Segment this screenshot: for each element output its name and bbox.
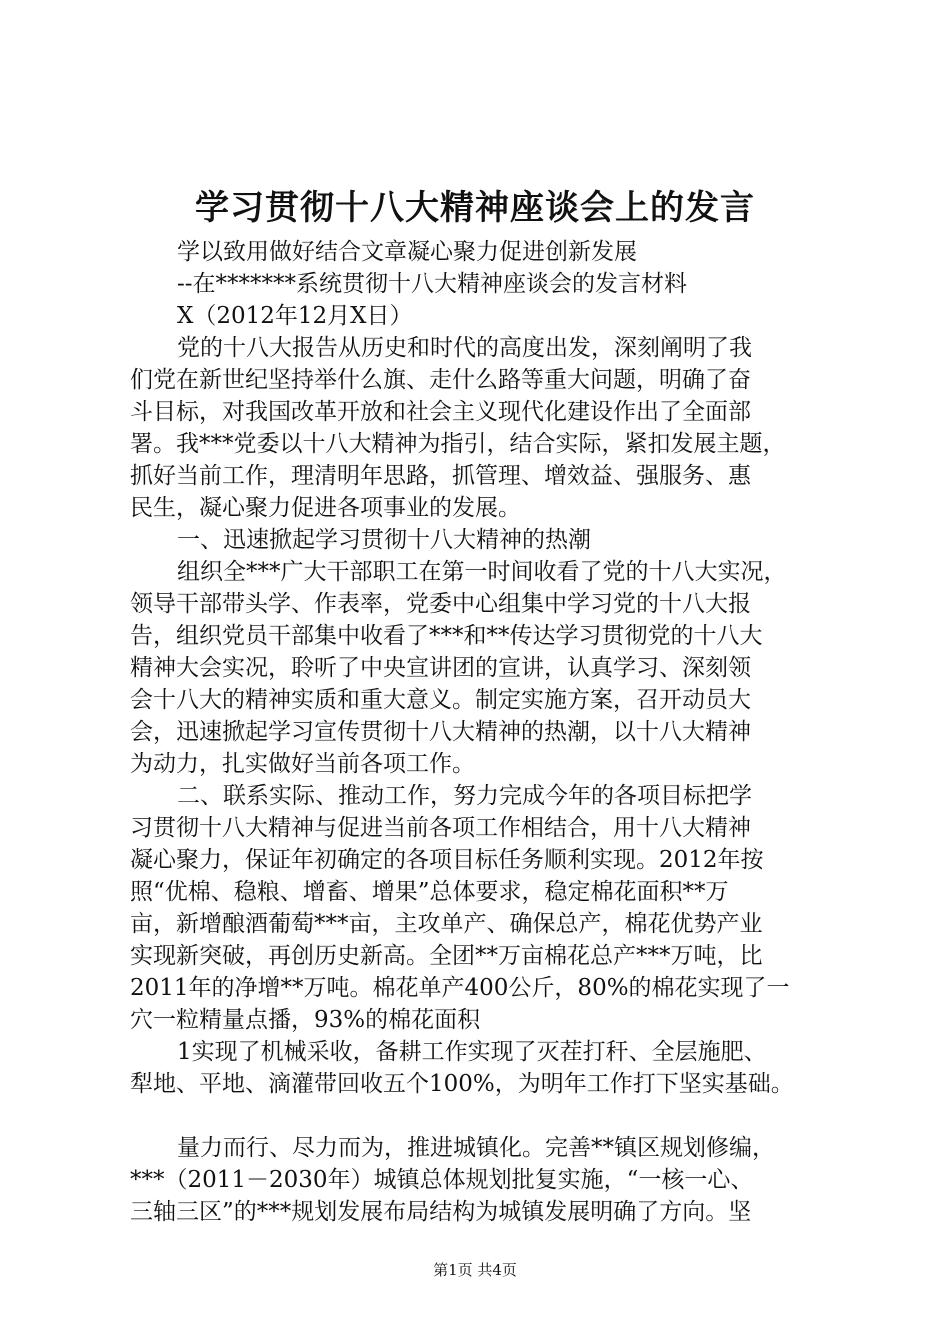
paragraph-line: 穴一粒精量点播，93%的棉花面积 — [130, 1007, 481, 1033]
paragraph-line: 民生，凝心聚力促进各项事业的发展。 — [130, 495, 521, 521]
paragraph-line: 斗目标，对我国改革开放和社会主义现代化建设作出了全面部 — [130, 399, 751, 425]
document-title: 学习贯彻十八大精神座谈会上的发言 — [195, 188, 755, 228]
paragraph-line: 三轴三区”的***规划发展布局结构为城镇发展明确了方向。坚 — [130, 1199, 752, 1225]
paragraph-line: 会，迅速掀起学习宣传贯彻十八大精神的热潮，以十八大精神 — [130, 719, 751, 745]
date-line: X（2012年12月X日） — [177, 303, 413, 329]
section-heading: 一、迅速掀起学习贯彻十八大精神的热潮 — [177, 527, 591, 553]
paragraph-line: 组织全***广大干部职工在第一时间收看了党的十八大实况， — [177, 559, 787, 585]
paragraph-line: 为动力，扎实做好当前各项工作。 — [130, 751, 475, 777]
paragraph-line: 1实现了机械采收，备耕工作实现了灭茬打秆、全层施肥、 — [177, 1039, 767, 1065]
paragraph-line: 亩，新增酿酒葡萄***亩，主攻单产、确保总产，棉花优势产业 — [130, 911, 763, 937]
document-body — [130, 236, 830, 1228]
page-number-footer: 第1页 共4页 — [433, 1261, 517, 1279]
subtitle-line: --在*******系统贯彻十八大精神座谈会的发言材料 — [177, 271, 688, 297]
paragraph-line: 署。我***党委以十八大精神为指引，结合实际，紧扣发展主题， — [130, 431, 786, 457]
paragraph-line: 抓好当前工作，理清明年思路，抓管理、增效益、强服务、惠 — [130, 463, 751, 489]
paragraph-line: ***（2011－2030年）城镇总体规划批复实施，“一核一心、 — [130, 1167, 754, 1193]
paragraph-line: 们党在新世纪坚持举什么旗、走什么路等重大问题，明确了奋 — [130, 367, 751, 393]
paragraph-line: 犁地、平地、滴灌带回收五个100%，为明年工作打下坚实基础。 — [130, 1071, 794, 1097]
paragraph-line: 领导干部带头学、作表率，党委中心组集中学习党的十八大报 — [130, 591, 751, 617]
paragraph-line: 精神大会实况，聆听了中央宣讲团的宣讲，认真学习、深刻领 — [130, 655, 751, 681]
paragraph-line: 告，组织党员干部集中收看了***和**传达学习贯彻党的十八大 — [130, 623, 763, 649]
paragraph-line: 凝心聚力，保证年初确定的各项目标任务顺利实现。2012年按 — [130, 847, 764, 873]
paragraph-gap — [130, 1100, 830, 1132]
paragraph-line: 2011年的净增**万吨。棉花单产400公斤，80%的棉花实现了一 — [130, 975, 790, 1001]
paragraph-line: 党的十八大报告从历史和时代的高度出发，深刻阐明了我 — [177, 335, 752, 361]
paragraph-line: 会十八大的精神实质和重大意义。制定实施方案，召开动员大 — [130, 687, 751, 713]
paragraph-line: 习贯彻十八大精神与促进当前各项工作相结合，用十八大精神 — [130, 815, 751, 841]
paragraph-line: 实现新突破，再创历史新高。全团**万亩棉花总产***万吨，比 — [130, 943, 763, 969]
paragraph-line: 量力而行、尽力而为，推进城镇化。完善**镇区规划修编， — [177, 1135, 775, 1161]
paragraph-line: 照“优棉、稳粮、增畜、增果”总体要求，稳定棉花面积**万 — [130, 879, 729, 905]
subtitle-line: 学以致用做好结合文章凝心聚力促进创新发展 — [177, 239, 637, 265]
section-heading: 二、联系实际、推动工作，努力完成今年的各项目标把学 — [177, 783, 752, 809]
